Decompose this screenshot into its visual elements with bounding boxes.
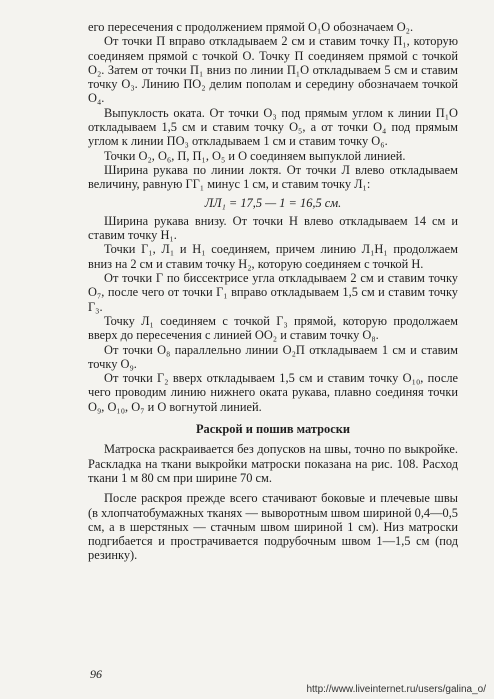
formula: ЛЛ₁ = 17,5 — 1 = 16,5 см.	[204, 195, 342, 210]
paragraph: После раскроя прежде всего стачивают боковые и плечевые швы (в хлопчатобумажных тканях — выворотным швом шириной 0,4—0,5 см, а в шерстяных — стачным швом шириной 1 см). Низ матроски подгибается и прострачивается подрубочным швом 1—1,5 см (под резинку).	[88, 491, 458, 563]
paragraph: От точки Г₂ вверх откладываем 1,5 см и ставим точку O₁₀, после чего проводим линию нижнего оката рукава, плавно соединяя точки O₉, O₁₀, O₇ и O вогнутой линией.	[88, 371, 458, 414]
paragraph: От точки O₈ параллельно линии O₂П откладываем 1 см и ставим точку O₉.	[88, 342, 458, 371]
paragraph: Ширина рукава по линии локтя. От точки Л влево откладываем величину, равную ГГ₁ минус 1 см, и ставим точку Л₁:	[88, 162, 458, 192]
section-heading: Раскрой и пошив матроски	[195, 422, 351, 437]
footer-url: http://www.liveinternet.ru/users/galina_o/	[306, 684, 486, 695]
paragraph: его пересечения с продолжением прямой O₁O обозначаем O₂.	[88, 20, 414, 34]
paragraph: От точки П вправо откладываем 2 см и ставим точку П₁, которую соединяем прямой с точкой O. Точку П соединяем прямой с точкой O₂. Затем от точки П₁ вниз по линии П₁O откладываем 5 см и ставим точку O₃. Линию ПO₂ делим пополам и середину обозначаем точкой O₄.	[88, 34, 458, 106]
paragraph: Точку Л₁ соединяем с точкой Г₃ прямой, которую продолжаем вверх до пересечения с линией OO₂ и ставим точку O₈.	[88, 313, 458, 343]
page-body	[88, 20, 458, 563]
paragraph: Ширина рукава внизу. От точки Н влево откладываем 14 см и ставим точку Н₁.	[88, 213, 458, 243]
paragraph: От точки Г по биссектрисе угла откладываем 2 см и ставим точку O₇, после чего от точки Г₁ вправо откладываем 1,5 см и ставим точку Г₃.	[88, 271, 458, 314]
page-number: 96	[90, 667, 102, 681]
paragraph: Точки Г₁, Л₁ и Н₁ соединяем, причем линию Л₁Н₁ продолжаем вниз на 2 см и ставим точку Н₂, которую соединяем с точкой Н.	[88, 242, 458, 271]
paragraph: Матроска раскраивается без допусков на швы, точно по выкройке. Раскладка на ткани выкройки матроски показана на рис. 108. Расход ткани 1 м 80 см при ширине 70 см.	[88, 442, 458, 485]
paragraph: Выпуклость оката. От точки O₃ под прямым углом к линии П₁O откладываем 1,5 см и ставим точку O₅, а от точки O₄ под прямым углом к линии ПO₃ откладываем 1 см и ставим точку O₆.	[88, 105, 458, 149]
paragraph: Точки O₂, O₆, П, П₁, O₅ и O соединяем выпуклой линией.	[104, 148, 406, 163]
